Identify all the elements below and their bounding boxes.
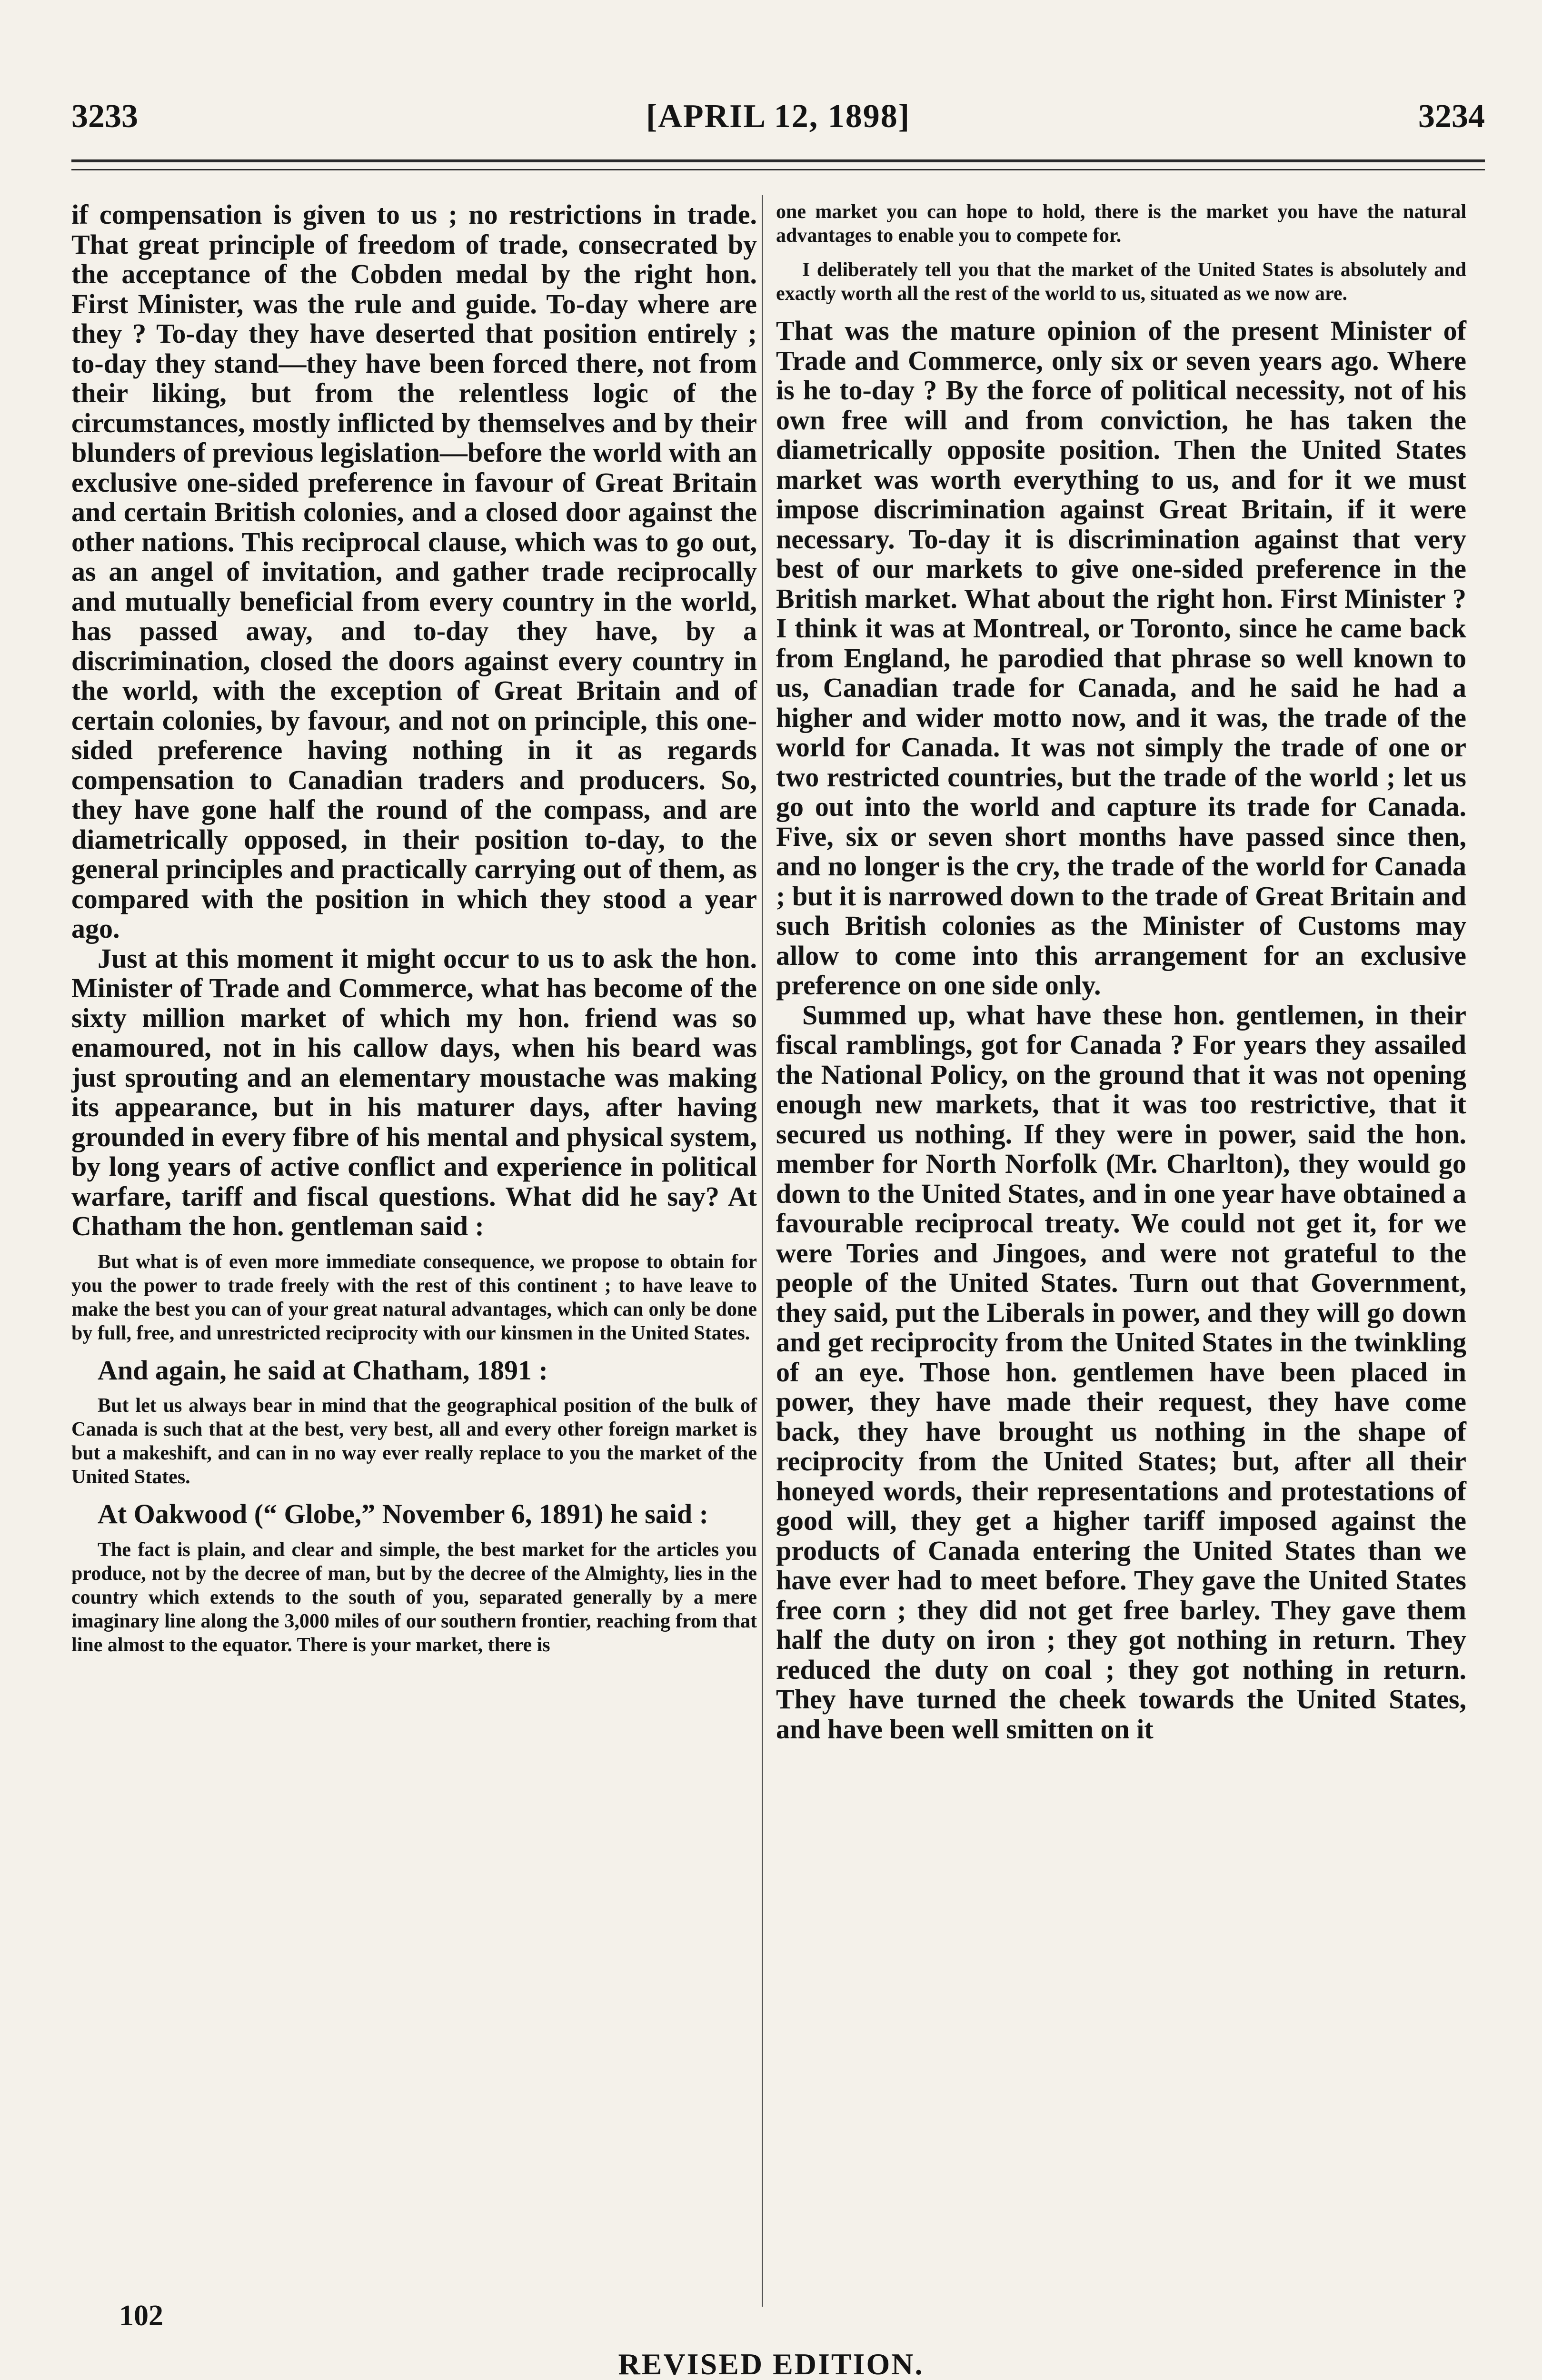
- paragraph: Just at this moment it might occur to us to ask the hon. Minister of Trade and Commerce, what has become of the sixty million market of which my hon. friend was so enamoured, not in his callow days, when his beard was just sprouting and an elementary moustache was making its appearance, but in his maturer days, after having grounded in every fibre of his mental and physical system, by long years of active conflict and experience in political warfare, tariff and fiscal questions. What did he say? At Chatham the hon. gentleman said :: [71, 942, 757, 1241]
- paragraph: if compensation is given to us ; no restrictions in trade. That great principle of freedom of trade, consecrated by the acceptance of the Cobden medal by the right hon. First Minister, was the rule and guide. To-day where are they ? To-day they have deserted that position entirely ; to-day they stand—they have been forced there, not from their liking, but from the relentless logic of the circumstances, mostly inflicted by themselves and by their blunders of previous legislation—before the world with an exclusive one-sided preference in favour of Great Britain and certain British colonies, and a closed door against the other nations. This reciprocal clause, which was to go out, as an angel of invitation, and gather trade reciprocally and mutually beneficial from every country in the world, has passed away, and to-day they have, by a discrimination, closed the doors against every country in the world, with the exception of Great Britain and of certain colonies, by favour, and not on principle, this one-sided preference having nothing in it as regards compensation to Canadian traders and producers. So, they have gone half the round of the compass, and are diametrically opposed, in their position to-day, to the general principles and practically carrying out of them, as compared with the position in which they stood a year ago.: [71, 199, 757, 944]
- paragraph: And again, he said at Chatham, 1891 :: [98, 1354, 548, 1386]
- left-column: [71, 200, 757, 2316]
- paragraph: At Oakwood (“ Globe,” November 6, 1891) he said :: [98, 1498, 708, 1529]
- block-quote: The fact is plain, and clear and simple, the best market for the articles you produce, not by the decree of man, but by the decree of the Almighty, lies in the country which extends to the south of you, separated generally by a mere imaginary line along the 3,000 miles of our southern frontier, reaching from that line almost to the equator. There is your market, there is: [71, 1538, 757, 1656]
- page-number: 102: [119, 2300, 163, 2332]
- footer-edition: REVISED EDITION.: [618, 2347, 924, 2380]
- block-quote: But let us always bear in mind that the geographical position of the bulk of Canada is such that at the best, very best, all and every other foreign market is but a makeshift, and can in no way ever really replace to you the market of the United States.: [71, 1395, 757, 1488]
- column-divider: [762, 195, 763, 2307]
- block-quote: I deliberately tell you that the market of the United States is absolutely and exactly worth all the rest of the world to us, situated as we now are.: [776, 259, 1466, 305]
- header-date: [APRIL 12, 1898]: [646, 98, 911, 135]
- paragraph: That was the mature opinion of the present Minister of Trade and Commerce, only six or seven years ago. Where is he to-day ? By the force of political necessity, not of his own free will and from conviction, he has taken the diametrically opposite position. Then the United States market was worth everything to us, and for it we must impose discrimination against Great Britain, if it were necessary. To-day it is discrimination against that very best of our markets to give one-sided preference in the British market. What about the right hon. First Minister ? I think it was at Montreal, or Toronto, since he came back from England, he parodied that phrase so well known to us, Canadian trade for Canada, and he said he had a higher and wider motto now, and it was, the trade of the world for Canada. It was not simply the trade of one or two restricted countries, but the trade of the world ; let us go out into the world and capture its trade for Canada. Five, six or seven short months have passed since then, and no longer is the cry, the trade of the world for Canada ; but it is narrowed down to the trade of Great Britain and such British colonies as the Minister of Customs may allow to come into this arrangement for an exclusive preference on one side only.: [776, 315, 1466, 1001]
- page-number-left: 3233: [71, 98, 138, 135]
- header-rule: [71, 159, 1485, 162]
- page-header: [71, 88, 1485, 145]
- block-quote: But what is of even more immediate consequence, we propose to obtain for you the power to trade freely with the rest of this continent ; to have leave to make the best you can of your great natural advantages, which can only be done by full, free, and unrestricted reciprocity with our kinsmen in the United States.: [71, 1250, 757, 1344]
- paragraph: Summed up, what have these hon. gentlemen, in their fiscal ramblings, got for Canada ? For years they assailed the National Policy, on the ground that it was not opening enough new markets, that it was too restrictive, that it secured us nothing. If they were in power, said the hon. member for North Norfolk (Mr. Charlton), they would go down to the United States, and in one year have obtained a favourable reciprocal treaty. We could not get it, for we were Tories and Jingoes, and were not grateful to the people of the United States. Turn out that Government, they said, put the Liberals in power, and they will go down and get reciprocity from the United States in the twinkling of an eye. Those hon. gentlemen have been placed in power, they have made their request, they have come back, they have brought us nothing in the shape of reciprocity from the United States; but, after all their honeyed words, their representations and protestations of good will, they get a higher tariff imposed against the products of Canada entering the United States than we have ever had to meet before. They gave the United States free corn ; they did not get free barley. They gave them half the duty on iron ; they got nothing in return. They reduced the duty on coal ; they got nothing in return. They have turned the cheek towards the United States, and have been well smitten on it: [776, 999, 1466, 1745]
- header-rule-thin: [71, 169, 1485, 170]
- page-number-right: 3234: [1418, 98, 1485, 135]
- right-column: [776, 200, 1466, 2316]
- block-quote: one market you can hope to hold, there is the market you have the natural advantages to enable you to compete for.: [776, 201, 1466, 247]
